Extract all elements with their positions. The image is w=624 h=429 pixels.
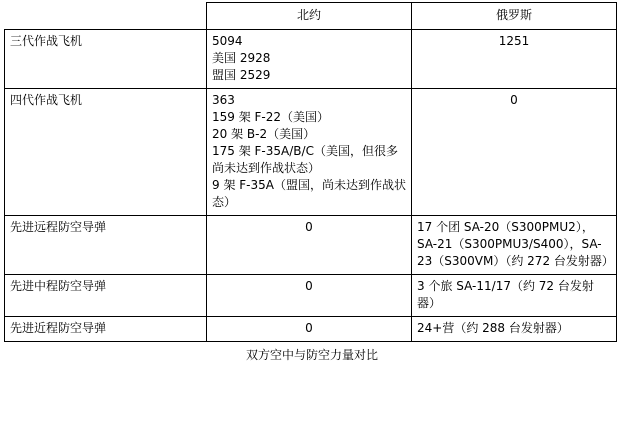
table-row bbox=[5, 317, 617, 342]
cell-line: 9 架 F-35A（盟国，尚未达到作战状态） bbox=[212, 178, 406, 209]
table-header-russia: 俄罗斯 bbox=[412, 3, 617, 30]
table-row bbox=[5, 275, 617, 317]
row-russia-cell: 1251 bbox=[412, 30, 617, 89]
row-nato-cell: 0 bbox=[207, 216, 412, 275]
row-label: 先进中程防空导弹 bbox=[5, 275, 207, 317]
document-page bbox=[0, 2, 624, 429]
row-russia-cell: 3 个旅 SA-11/17（约 72 台发射器） bbox=[412, 275, 617, 317]
row-label: 四代作战飞机 bbox=[5, 89, 207, 216]
cell-line: 美国 2928 bbox=[212, 51, 271, 65]
row-nato-cell: 0 bbox=[207, 275, 412, 317]
row-nato-cell: 0 bbox=[207, 317, 412, 342]
table-row bbox=[5, 30, 617, 89]
row-nato-cell bbox=[207, 89, 412, 216]
table-row bbox=[5, 89, 617, 216]
row-nato-cell bbox=[207, 30, 412, 89]
table-row bbox=[5, 216, 617, 275]
cell-line: 175 架 F-35A/B/C（美国，但很多尚未达到作战状态） bbox=[212, 144, 398, 175]
row-label: 三代作战飞机 bbox=[5, 30, 207, 89]
cell-line: 159 架 F-22（美国） bbox=[212, 110, 330, 124]
comparison-table bbox=[4, 2, 617, 342]
cell-line: 20 架 B-2（美国） bbox=[212, 127, 316, 141]
table-header-blank bbox=[5, 3, 207, 30]
cell-line: 5094 bbox=[212, 34, 243, 48]
table-header-nato: 北约 bbox=[207, 3, 412, 30]
cell-line: 盟国 2529 bbox=[212, 68, 271, 82]
row-russia-cell: 17 个团 SA-20（S300PMU2），SA-21（S300PMU3/S400），SA-23（S300VM）（约 272 台发射器） bbox=[412, 216, 617, 275]
row-label: 先进远程防空导弹 bbox=[5, 216, 207, 275]
row-label: 先进近程防空导弹 bbox=[5, 317, 207, 342]
table-caption: 双方空中与防空力量对比 bbox=[245, 348, 378, 362]
row-russia-cell: 0 bbox=[412, 89, 617, 216]
table-header-row bbox=[5, 3, 617, 30]
cell-line: 363 bbox=[212, 93, 235, 107]
row-russia-cell: 24+营（约 288 台发射器） bbox=[412, 317, 617, 342]
